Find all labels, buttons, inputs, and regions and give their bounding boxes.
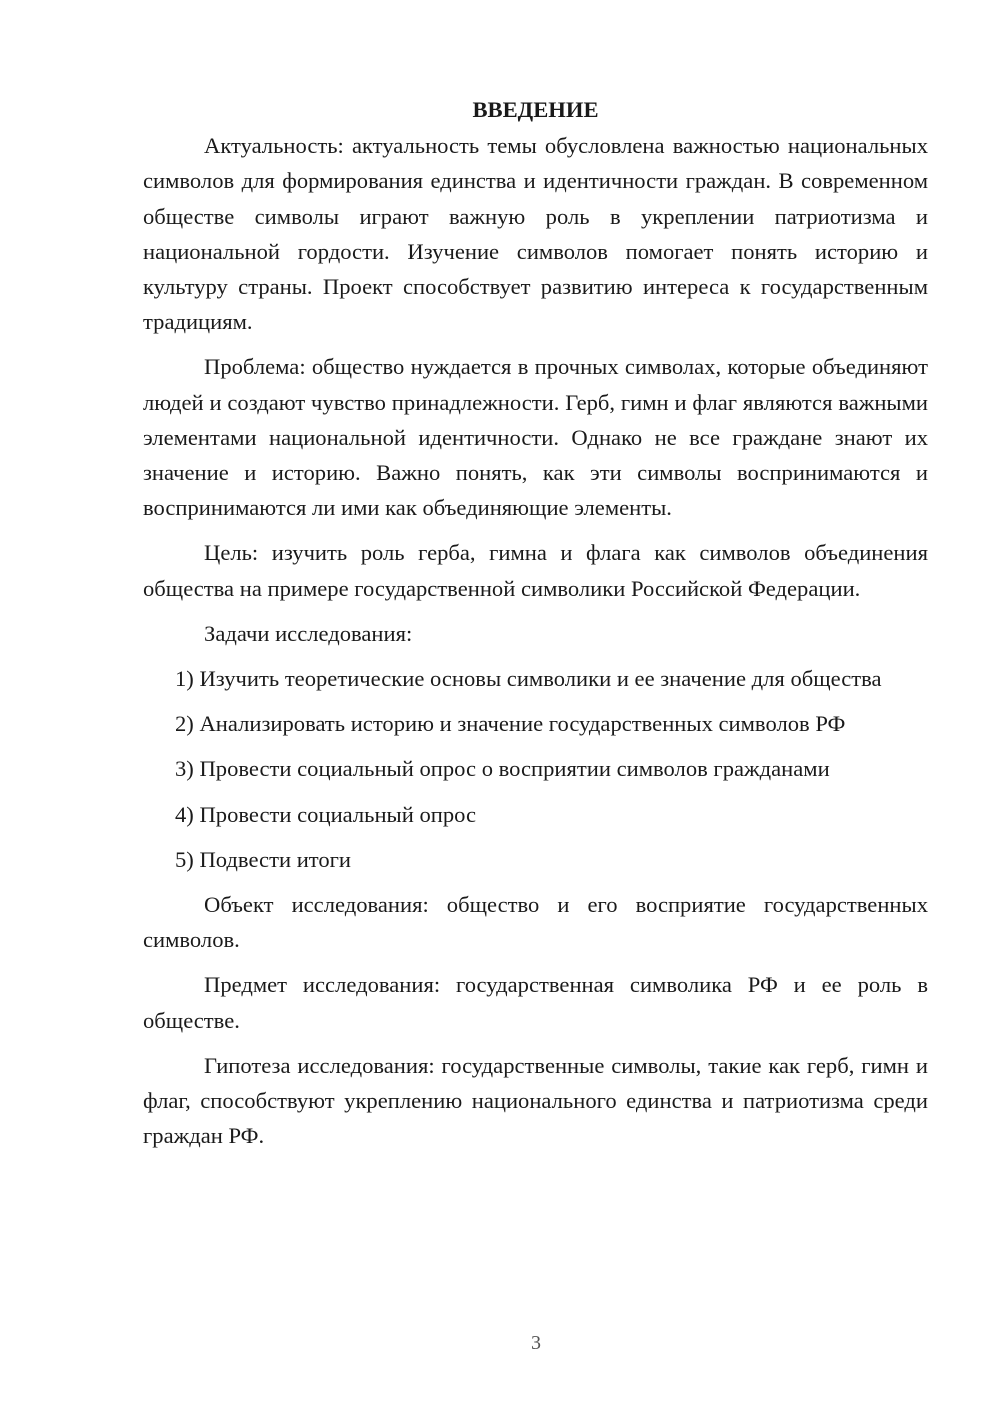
- subject-paragraph: Предмет исследования: государственная символика РФ и ее роль в обществе.: [143, 972, 928, 1033]
- tasks-list: [143, 661, 928, 877]
- goal-paragraph: Цель: изучить роль герба, гимна и флага как символов объединения общества на примере государственной символики Российской Федерации.: [143, 540, 928, 601]
- section-title: ВВЕДЕНИЕ: [472, 97, 599, 122]
- task-item-4: 4) Провести социальный опрос: [175, 801, 477, 827]
- relevance-paragraph: Актуальность: актуальность темы обусловлена важностью национальных символов для формирования единства и идентичности граждан. В современном обществе символы играют важную роль в укреплении патриотизма и национальной гордости. Изучение символов помогает понять историю и культуру страны. Проект способствует развитию интереса к государственным традициям.: [143, 133, 928, 335]
- task-item-3: 3) Провести социальный опрос о восприятии символов гражданами: [175, 756, 830, 782]
- task-item-2: 2) Анализировать историю и значение государственных символов РФ: [175, 711, 846, 737]
- tasks-heading: Задачи исследования:: [204, 620, 413, 646]
- hypothesis-paragraph: Гипотеза исследования: государственные символы, такие как герб, гимн и флаг, способствуют укреплению национального единства и патриотизма среди граждан РФ.: [143, 1052, 928, 1149]
- page-number: 3: [531, 1332, 541, 1354]
- object-paragraph: Объект исследования: общество и его восприятие государственных символов.: [143, 892, 928, 953]
- page-body: [143, 92, 928, 1163]
- task-item-5: 5) Подвести итоги: [175, 846, 352, 872]
- problem-paragraph: Проблема: общество нуждается в прочных символах, которые объединяют людей и создают чувство принадлежности. Герб, гимн и флаг являются важными элементами национальной идентичности. Однако не все граждане знают их значение и историю. Важно понять, как эти символы воспринимаются и воспринимаются ли ими как объединяющие элементы.: [143, 354, 928, 521]
- task-item-1: 1) Изучить теоретические основы символики и ее значение для общества: [175, 666, 882, 692]
